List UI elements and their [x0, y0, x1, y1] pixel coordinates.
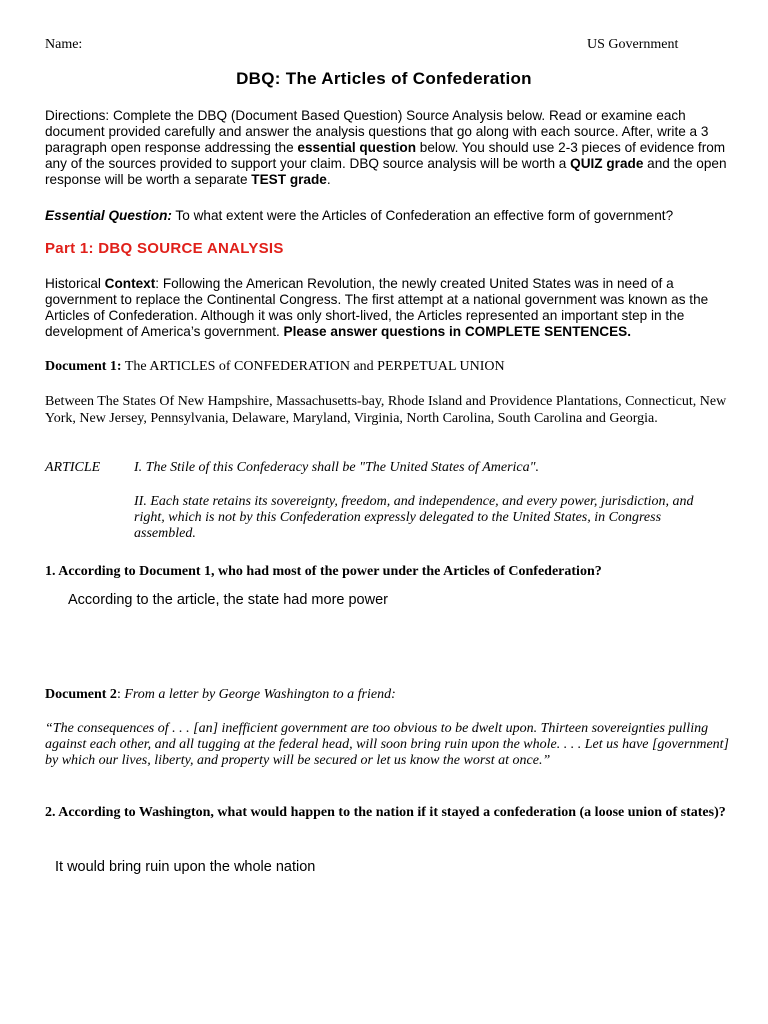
article-label: ARTICLE — [45, 460, 101, 475]
article-one-text: I. The Stile of this Confederacy shall be "The United States of America". — [134, 460, 540, 475]
article-two-text: II. Each state retains its sovereignty, freedom, and independence, and every power, jurisdiction, and right, which is not by this Confederation expressly delegated to the United States, in Congress assembled. — [134, 494, 694, 541]
document1-heading: Document 1: The ARTICLES of CONFEDERATION and PERPETUAL UNION — [45, 359, 505, 374]
historical-context-paragraph: Historical Context: Following the American Revolution, the newly created United States was in need of a government to replace the Continental Congress. The first attempt at a national government was known as the Articles of Confederation. Although it was only short-lived, the Articles represented an important step in the development of America’s government. Please answer questions in COMPLETE SENTENCES. — [45, 276, 709, 339]
question-1: 1. According to Document 1, who had most of the power under the Articles of Confederation? — [45, 564, 602, 579]
document1-states: Between The States Of New Hampshire, Massachusetts-bay, Rhode Island and Providence Plantations, Connecticut, New York, New Jersey, Pennsylvania, Delaware, Maryland, Virginia, North Carolina, South Carolina and Georgia. — [45, 394, 727, 426]
essential-question: Essential Question: To what extent were the Articles of Confederation an effective form of government? — [45, 208, 674, 223]
document2-heading: Document 2: From a letter by George Washington to a friend: — [45, 687, 396, 702]
answer-1[interactable]: According to the article, the state had more power — [68, 592, 388, 608]
course-label: US Government — [587, 37, 679, 52]
directions-paragraph: Directions: Complete the DBQ (Document Based Question) Source Analysis below. Read or examine each document provided carefully and answer the analysis questions that go along with each source. After, write a 3 paragraph open response addressing the essential question below. You should use 2-3 pieces of evidence from any of the sources provided to support your claim. DBQ source analysis will be worth a QUIZ grade and the open response will be worth a separate TEST grade. — [45, 108, 727, 187]
page-title: DBQ: The Articles of Confederation — [236, 69, 532, 88]
part1-heading: Part 1: DBQ SOURCE ANALYSIS — [45, 240, 284, 257]
name-label: Name: — [45, 37, 83, 52]
washington-quote: “The consequences of . . . [an] inefficient government are too obvious to be dwelt upon. Thirteen sovereignties pulling against each other, and all tugging at the federal head, will soon bring ruin upon the whole. . . . Let us have [government] by which our lives, liberty, and property will be secured or let us know the worst at once.” — [45, 721, 730, 768]
question-2: 2. According to Washington, what would happen to the nation if it stayed a confederation (a loose union of states)? — [45, 805, 726, 820]
answer-2[interactable]: It would bring ruin upon the whole nation — [55, 859, 316, 875]
